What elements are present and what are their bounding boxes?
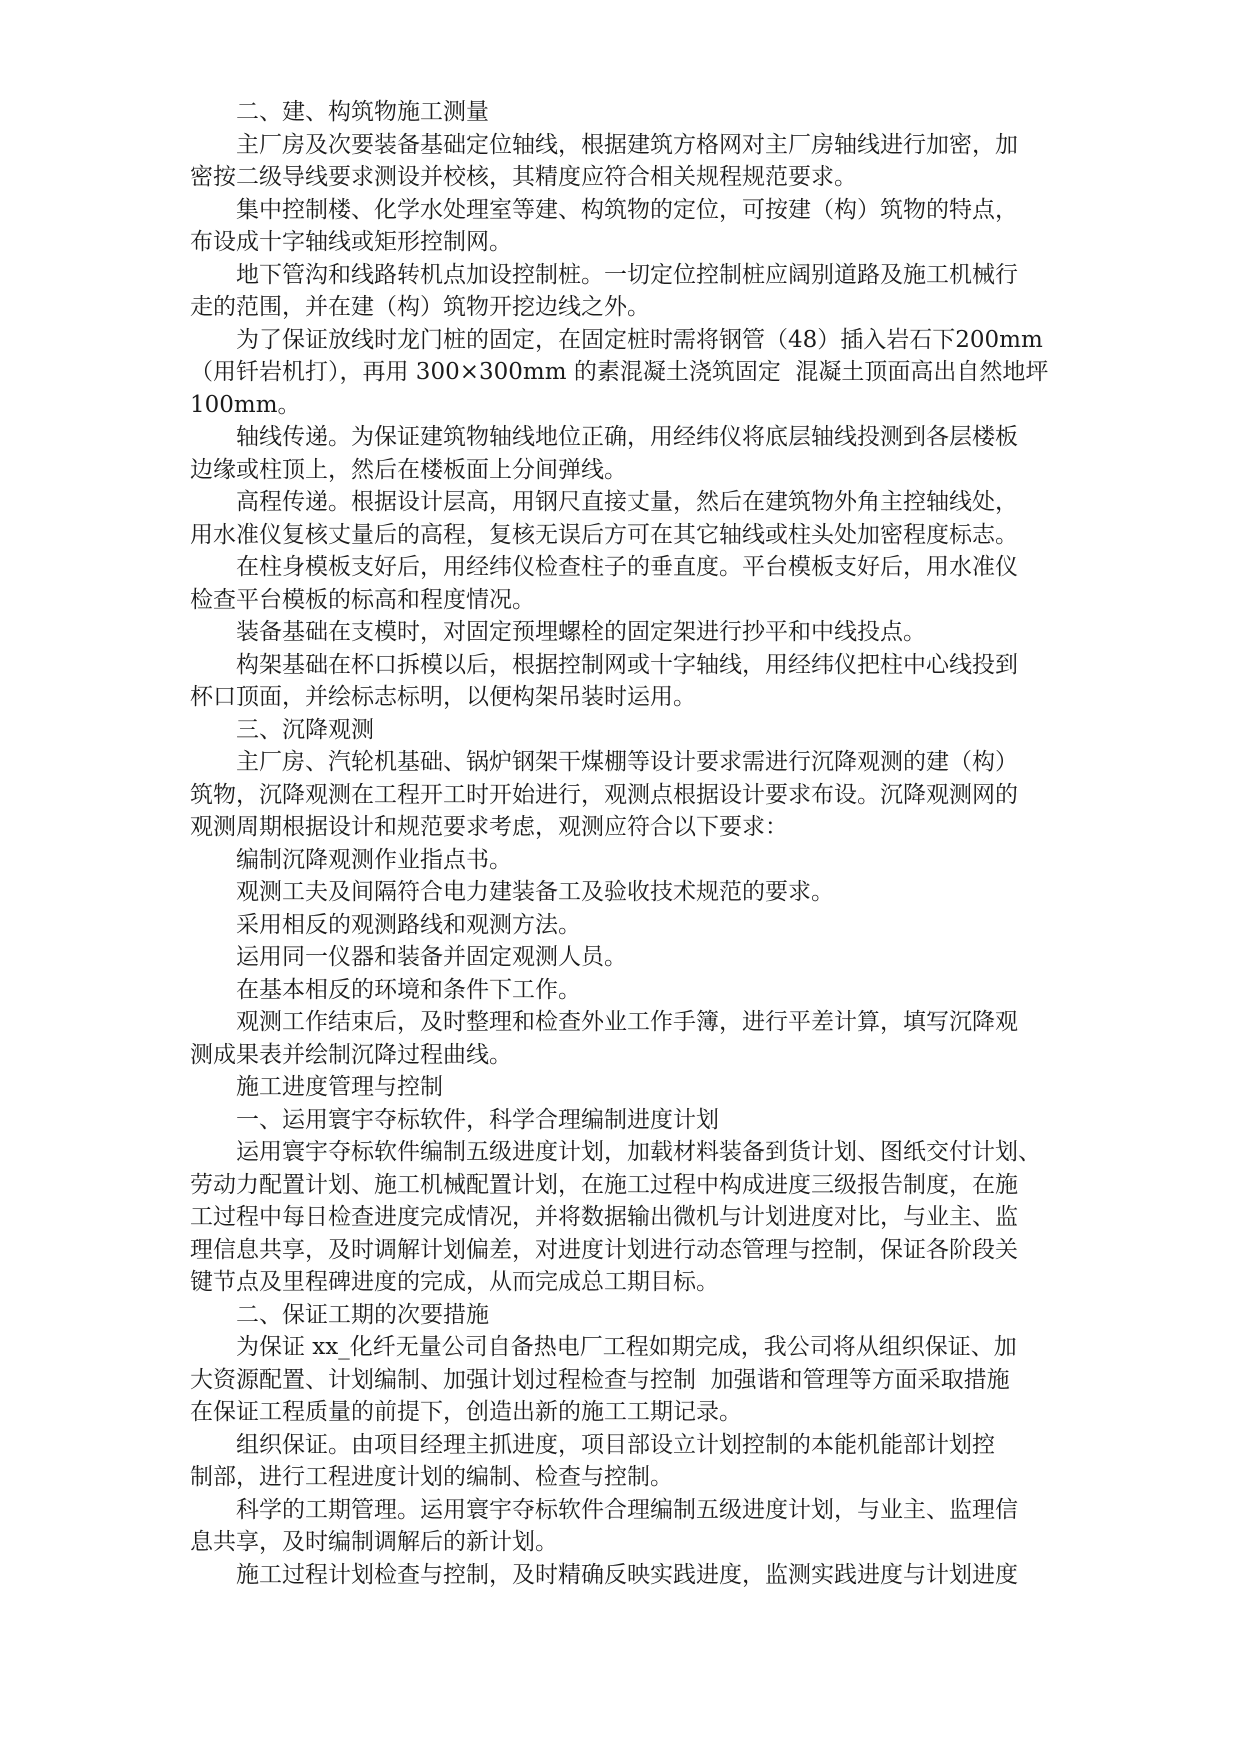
text-line: 息共享，及时编制调解后的新计划。: [190, 1529, 558, 1555]
text-line: 大资源配置、计划编制、加强计划过程检查与控制 加强谐和管理等方面采取措施: [190, 1366, 1010, 1393]
text-line: 施工进度管理与控制: [236, 1074, 443, 1100]
paragraph: [0, 551, 1241, 616]
text-line: 布设成十字轴线或矩形控制网。: [190, 229, 512, 255]
paragraph: [0, 259, 1241, 324]
text-line: 杯口顶面，并绘标志标明，以便构架吊装时运用。: [190, 684, 696, 710]
section-heading: [0, 714, 1241, 747]
text-line: （用钎岩机打），再用 300×300mm 的素混凝土浇筑固定 混凝土顶面高出自然地坪: [190, 359, 1049, 385]
text-line: 工过程中每日检查进度完成情况，并将数据输出微机与计划进度对比，与业主、监: [190, 1204, 1018, 1230]
text-line: 制部，进行工程进度计划的编制、检查与控制。: [190, 1464, 673, 1490]
text-line: 采用相反的观测路线和观测方法。: [236, 911, 581, 938]
paragraph: [0, 1494, 1241, 1559]
text-line: 装备基础在支模时，对固定预埋螺栓的固定架进行抄平和中线投点。: [236, 619, 926, 645]
text-line: 理信息共享，及时调解计划偏差，对进度计划进行动态管理与控制，保证各阶段关: [190, 1236, 1018, 1263]
text-line: 测成果表并绘制沉降过程曲线。: [190, 1041, 512, 1068]
text-line: 一、运用寰宇夺标软件，科学合理编制进度计划: [236, 1106, 719, 1133]
text-line: 观测工夫及间隔符合电力建装备工及验收技术规范的要求。: [236, 879, 834, 905]
paragraph: [0, 1429, 1241, 1494]
text-line: 在保证工程质量的前提下，创造出新的施工工期记录。: [190, 1399, 742, 1425]
paragraph: [0, 194, 1241, 259]
list-item: [0, 844, 1241, 877]
text-line: 三、沉降观测: [236, 716, 374, 743]
text-line: 用水准仪复核丈量后的高程，复核无误后方可在其它轴线或柱头处加密程度标志。: [190, 521, 1018, 548]
text-line: 键节点及里程碑进度的完成，从而完成总工期目标。: [190, 1269, 719, 1295]
text-line: 构架基础在杯口拆模以后，根据控制网或十字轴线，用经纬仪把柱中心线投到: [236, 651, 1018, 678]
paragraph: [0, 486, 1241, 551]
text-line: 检查平台模板的标高和程度情况。: [190, 586, 535, 613]
text-line: 走的范围，并在建（构）筑物开挖边线之外。: [190, 294, 650, 320]
section-heading: [0, 1104, 1241, 1137]
paragraph: [0, 129, 1241, 194]
text-line: 100mm。: [190, 391, 301, 418]
text-line: 地下管沟和线路转机点加设控制桩。一切定位控制桩应阔别道路及施工机械行: [236, 261, 1018, 288]
text-line: 编制沉降观测作业指点书。: [236, 846, 512, 873]
text-line: 为保证 xx_化纤无量公司自备热电厂工程如期完成，我公司将从组织保证、加: [236, 1334, 1017, 1360]
text-line: 二、保证工期的次要措施: [236, 1301, 489, 1328]
text-line: 集中控制楼、化学水处理室等建、构筑物的定位，可按建（构）筑物的特点，: [236, 196, 1018, 223]
paragraph: [0, 1136, 1241, 1299]
text-line: 科学的工期管理。运用寰宇夺标软件合理编制五级进度计划，与业主、监理信: [236, 1496, 1018, 1523]
section-heading: [0, 96, 1241, 129]
text-line: 观测周期根据设计和规范要求考虑，观测应符合以下要求：: [190, 814, 788, 840]
section-heading: [0, 1299, 1241, 1332]
text-line: 主厂房及次要装备基础定位轴线，根据建筑方格网对主厂房轴线进行加密，加: [236, 131, 1018, 158]
section-heading: [0, 1071, 1241, 1104]
paragraph: [0, 649, 1241, 714]
paragraph: [0, 1006, 1241, 1071]
text-line: 组织保证。由项目经理主抓进度，项目部设立计划控制的本能机能部计划控: [236, 1431, 995, 1458]
text-line: 筑物，沉降观测在工程开工时开始进行，观测点根据设计要求布设。沉降观测网的: [190, 781, 1018, 808]
text-line: 在基本相反的环境和条件下工作。: [236, 976, 581, 1003]
text-line: 劳动力配置计划、施工机械配置计划，在施工过程中构成进度三级报告制度，在施: [190, 1171, 1018, 1198]
text-line: 高程传递。根据设计层高，用钢尺直接丈量，然后在建筑物外角主控轴线处，: [236, 489, 1018, 515]
text-line: 运用同一仪器和装备并固定观测人员。: [236, 944, 627, 970]
text-line: 密按二级导线要求测设并校核，其精度应符合相关规程规范要求。: [190, 164, 857, 190]
text-line: 施工过程计划检查与控制，及时精确反映实践进度，监测实践进度与计划进度: [236, 1561, 1018, 1588]
text-line: 轴线传递。为保证建筑物轴线地位正确，用经纬仪将底层轴线投测到各层楼板: [236, 424, 1018, 450]
list-item: [0, 909, 1241, 942]
paragraph: [0, 324, 1241, 422]
list-item: [0, 876, 1241, 909]
text-line: 在柱身模板支好后，用经纬仪检查柱子的垂直度。平台模板支好后，用水准仪: [236, 554, 1018, 580]
text-line: 主厂房、汽轮机基础、锅炉钢架干煤棚等设计要求需进行沉降观测的建（构）: [236, 749, 1018, 775]
text-line: 观测工作结束后，及时整理和检查外业工作手簿，进行平差计算，填写沉降观: [236, 1009, 1018, 1035]
paragraph: [0, 421, 1241, 486]
text-line: 二、建、构筑物施工测量: [236, 99, 489, 125]
paragraph: [0, 1331, 1241, 1429]
paragraph: [0, 746, 1241, 844]
list-item: [0, 941, 1241, 974]
text-line: 为了保证放线时龙门桩的固定，在固定桩时需将钢管（48）插入岩石下200mm: [236, 326, 1043, 353]
text-line: 边缘或柱顶上，然后在楼板面上分间弹线。: [190, 456, 627, 483]
paragraph: [0, 616, 1241, 649]
list-item: [0, 974, 1241, 1007]
paragraph: [0, 1559, 1241, 1592]
text-line: 运用寰宇夺标软件编制五级进度计划，加载材料装备到货计划、图纸交付计划、: [236, 1139, 1041, 1165]
